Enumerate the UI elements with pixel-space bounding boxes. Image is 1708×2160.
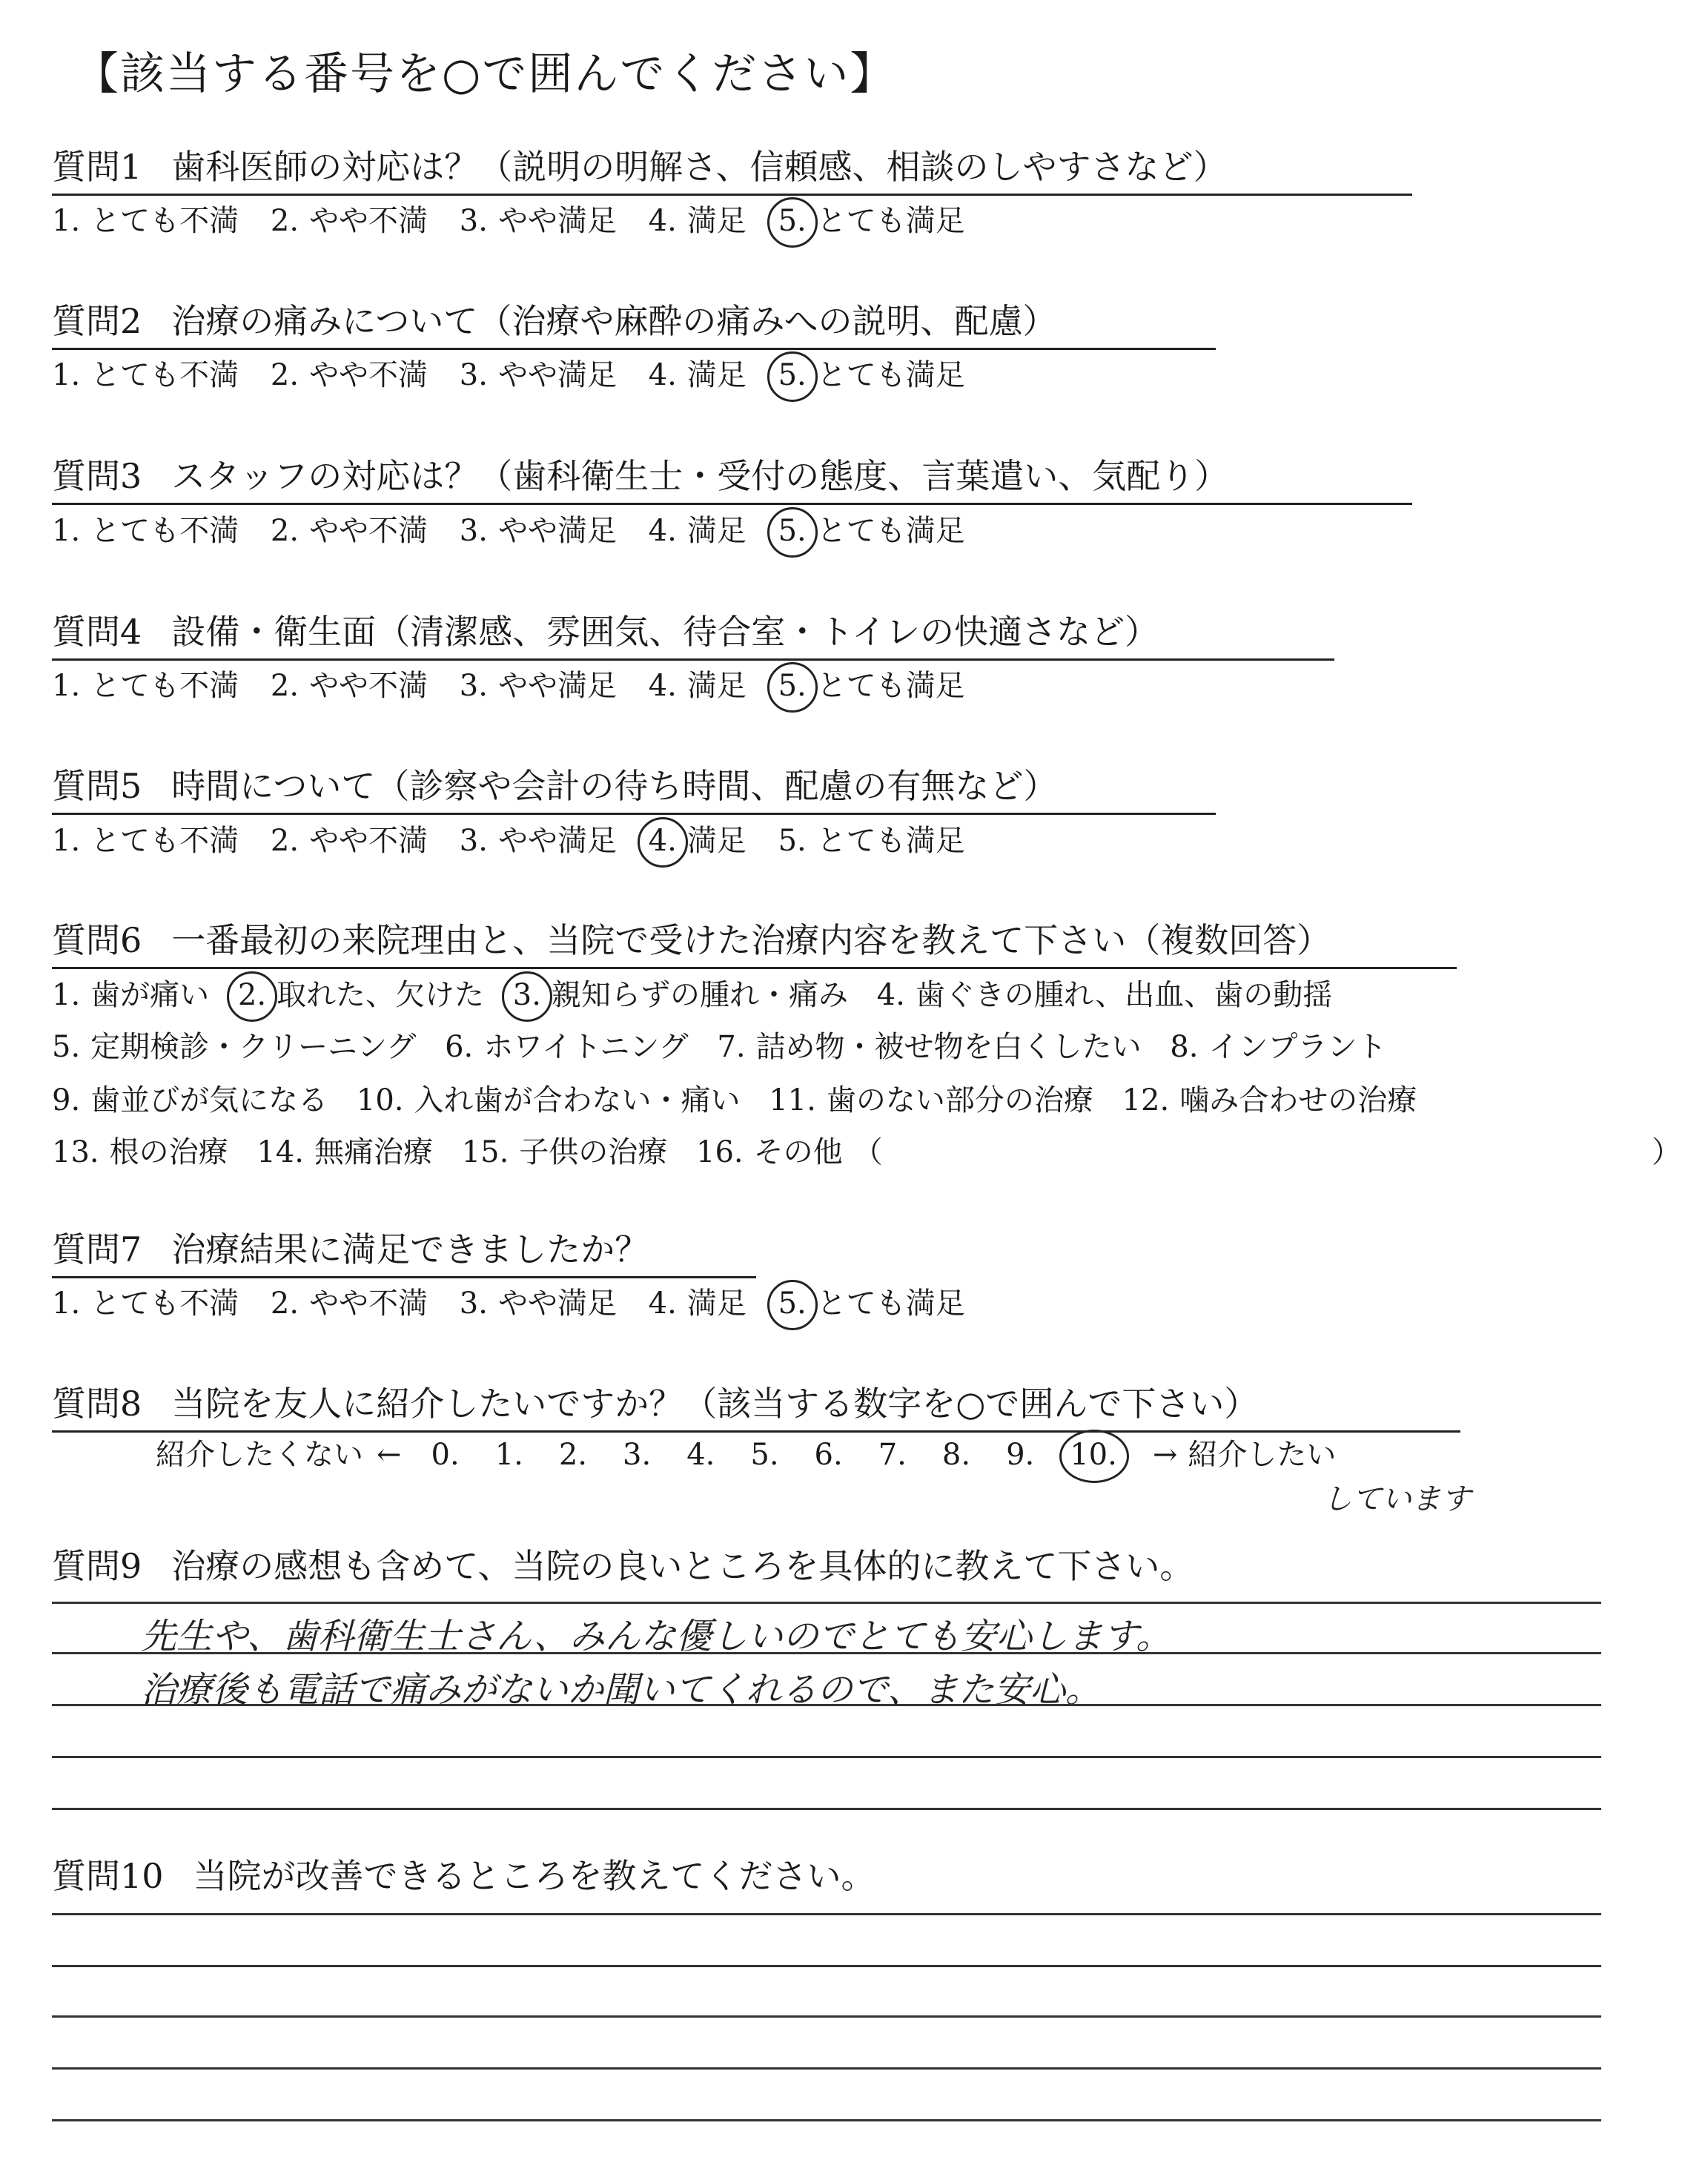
- right-arrow-icon: →: [1152, 1438, 1178, 1472]
- option-1[interactable]: 1. とても不満: [52, 514, 239, 548]
- question-text: 設備・衛生面（清潔感、雰囲気、待合室・トイレの快適さなど）: [171, 612, 1159, 652]
- option-4[interactable]: 4. 満足: [648, 358, 747, 392]
- question-label: 質問9: [52, 1546, 142, 1586]
- q6-row-1: [52, 974, 1351, 1016]
- scale-option-6[interactable]: 6.: [814, 1438, 843, 1472]
- option-3[interactable]: 3. やや満足: [459, 669, 617, 703]
- answer-line: [52, 1808, 1601, 1810]
- circled-answer: 4.: [649, 820, 677, 862]
- answer-line: [52, 1652, 1601, 1654]
- q6-option-4[interactable]: 4. 歯ぐきの腫れ、出血、歯の動揺: [876, 978, 1333, 1012]
- question-label: 質問1: [52, 147, 142, 187]
- option-3[interactable]: 3. やや満足: [459, 514, 617, 548]
- scale-option-5[interactable]: 5.: [750, 1438, 779, 1472]
- question-2-options: [52, 354, 987, 396]
- question-text: 治療結果に満足できましたか？: [171, 1229, 649, 1269]
- option-4[interactable]: 4. 満足: [648, 669, 747, 703]
- option-2[interactable]: 2. やや不満: [270, 824, 428, 858]
- answer-line: [52, 2067, 1601, 2070]
- question-3-options: [52, 510, 987, 552]
- question-7-options: [52, 1283, 987, 1324]
- q6-option-14[interactable]: 14. 無痛治療: [256, 1135, 433, 1169]
- handwritten-answer-line-1: 先生や、歯科衛生士さん、みんな優しいのでとても安心します。: [141, 1616, 1172, 1657]
- circled-answer: 3.: [513, 974, 541, 1016]
- question-text: 一番最初の来院理由と、当院で受けた治療内容を教えて下さい（複数回答）: [171, 920, 1331, 960]
- other-paren-open: （: [853, 1135, 883, 1169]
- scale-option-4[interactable]: 4.: [686, 1438, 715, 1472]
- question-label: 質問3: [52, 456, 142, 496]
- circled-answer: 2.: [238, 974, 266, 1016]
- circled-answer: 5.: [778, 1283, 807, 1324]
- answer-line: [52, 1913, 1601, 1915]
- question-4-title: [52, 610, 1334, 661]
- question-8-title: [52, 1381, 1460, 1433]
- answer-line: [52, 2119, 1601, 2121]
- question-label: 質問10: [52, 1856, 164, 1896]
- q6-option-12[interactable]: 12. 噛み合わせの治療: [1122, 1083, 1417, 1117]
- option-3[interactable]: 3. やや満足: [459, 358, 617, 392]
- question-10-title: [52, 1854, 875, 1898]
- handwritten-answer-line-2: 治療後も電話で痛みがないか聞いてくれるので、また安心。: [141, 1669, 1102, 1711]
- q6-option-5[interactable]: 5. 定期検診・クリーニング: [52, 1030, 417, 1064]
- question-text: スタッフの対応は？（歯科衛生士・受付の態度、言葉遣い、気配り）: [171, 456, 1229, 496]
- question-label: 質問4: [52, 612, 142, 652]
- q6-option-2[interactable]: 2. 取れた、欠けた: [238, 974, 484, 1016]
- question-5-options: [52, 820, 987, 862]
- answer-line: [52, 1602, 1601, 1604]
- q6-row-2: [52, 1026, 1406, 1068]
- question-1-options: [52, 200, 987, 242]
- option-4[interactable]: 4. 満足: [648, 514, 747, 548]
- handwritten-note: しています: [1323, 1482, 1471, 1516]
- circled-answer: 5.: [778, 665, 807, 707]
- scale-right-label: 紹介したい: [1188, 1438, 1337, 1472]
- q6-option-13[interactable]: 13. 根の治療: [52, 1135, 228, 1169]
- option-1[interactable]: 1. とても不満: [52, 1287, 239, 1321]
- option-5[interactable]: 5. とても満足: [778, 824, 965, 858]
- question-text: 歯科医師の対応は？（説明の明解さ、信頼感、相談のしやすさなど）: [171, 147, 1228, 187]
- q6-option-9[interactable]: 9. 歯並びが気になる: [52, 1083, 328, 1117]
- question-text: 治療の感想も含めて、当院の良いところを具体的に教えて下さい。: [171, 1546, 1194, 1586]
- option-2[interactable]: 2. やや不満: [270, 514, 428, 548]
- question-6-title: [52, 918, 1457, 969]
- recommend-scale: [156, 1434, 1336, 1476]
- question-4-options: [52, 665, 987, 707]
- question-text: 治療の痛みについて（治療や麻酔の痛みへの説明、配慮）: [171, 301, 1057, 341]
- scale-option-7[interactable]: 7.: [878, 1438, 907, 1472]
- scale-option-1[interactable]: 1.: [494, 1438, 523, 1472]
- question-text: 当院が改善できるところを教えてください。: [193, 1856, 875, 1896]
- q6-option-10[interactable]: 10. 入れ歯が合わない・痛い: [356, 1083, 741, 1117]
- scale-option-3[interactable]: 3.: [623, 1438, 652, 1472]
- option-5[interactable]: 5. とても満足: [778, 354, 965, 396]
- option-5[interactable]: 5. とても満足: [778, 665, 965, 707]
- option-1[interactable]: 1. とても不満: [52, 824, 239, 858]
- question-3-title: [52, 454, 1412, 505]
- option-1[interactable]: 1. とても不満: [52, 669, 239, 703]
- option-4[interactable]: 4. 満足: [648, 204, 747, 238]
- option-3[interactable]: 3. やや満足: [459, 824, 617, 858]
- q6-option-15[interactable]: 15. 子供の治療: [461, 1135, 668, 1169]
- question-label: 質問8: [52, 1384, 142, 1424]
- option-3[interactable]: 3. やや満足: [459, 1287, 617, 1321]
- question-2-title: [52, 299, 1216, 350]
- scale-option-0[interactable]: 0.: [431, 1438, 460, 1472]
- other-paren-close: ）: [1652, 1135, 1681, 1169]
- option-5[interactable]: 5. とても満足: [778, 510, 965, 552]
- q6-option-7[interactable]: 7. 詰め物・被せ物を白くしたい: [717, 1030, 1142, 1064]
- question-label: 質問2: [52, 301, 142, 341]
- option-5[interactable]: 5. とても満足: [778, 1283, 965, 1324]
- q6-option-1[interactable]: 1. 歯が痛い: [52, 978, 210, 1012]
- question-label: 質問6: [52, 920, 142, 960]
- q6-option-11[interactable]: 11. 歯のない部分の治療: [769, 1083, 1093, 1117]
- q6-option-16[interactable]: 16. その他 （: [696, 1135, 883, 1169]
- option-3[interactable]: 3. やや満足: [459, 204, 617, 238]
- option-4[interactable]: 4. 満足: [649, 820, 747, 862]
- option-4[interactable]: 4. 満足: [648, 1287, 747, 1321]
- question-1-title: [52, 145, 1412, 196]
- q6-option-8[interactable]: 8. インプラント: [1170, 1030, 1387, 1064]
- answer-line: [52, 1756, 1601, 1758]
- answer-line: [52, 1704, 1601, 1706]
- question-label: 質問7: [52, 1229, 142, 1269]
- option-2[interactable]: 2. やや不満: [270, 204, 428, 238]
- answer-line: [52, 1965, 1601, 1967]
- q6-option-3[interactable]: 3. 親知らずの腫れ・痛み: [513, 974, 848, 1016]
- question-7-title: [52, 1227, 756, 1278]
- q6-row-3: [52, 1080, 1436, 1121]
- q6-row-4: [52, 1132, 1681, 1173]
- question-text: 当院を友人に紹介したいですか？（該当する数字を○で囲んで下さい）: [171, 1384, 1259, 1424]
- option-2[interactable]: 2. やや不満: [270, 1287, 428, 1321]
- scale-option-8[interactable]: 8.: [941, 1438, 971, 1472]
- scale-left-label: 紹介したくない: [156, 1438, 363, 1472]
- scale-option-2[interactable]: 2.: [558, 1438, 588, 1472]
- circled-answer: 5.: [778, 200, 807, 242]
- option-1[interactable]: 1. とても不満: [52, 358, 239, 392]
- answer-line: [52, 2015, 1601, 2018]
- scale-option-10-circled[interactable]: 10.: [1070, 1434, 1117, 1476]
- question-5-title: [52, 764, 1216, 815]
- left-arrow-icon: ←: [377, 1438, 402, 1472]
- option-2[interactable]: 2. やや不満: [270, 358, 428, 392]
- q6-option-6[interactable]: 6. ホワイトニング: [445, 1030, 689, 1064]
- option-5[interactable]: 5. とても満足: [778, 200, 965, 242]
- question-9-title: [52, 1544, 1194, 1588]
- question-label: 質問5: [52, 766, 142, 806]
- page-heading: 【該当する番号を○で囲んでください】: [74, 48, 896, 100]
- circled-answer: 5.: [778, 354, 807, 396]
- scale-option-9[interactable]: 9.: [1006, 1438, 1035, 1472]
- circled-answer: 5.: [778, 510, 807, 552]
- question-text: 時間について（診察や会計の待ち時間、配慮の有無など）: [171, 766, 1058, 806]
- option-1[interactable]: 1. とても不満: [52, 204, 239, 238]
- option-2[interactable]: 2. やや不満: [270, 669, 428, 703]
